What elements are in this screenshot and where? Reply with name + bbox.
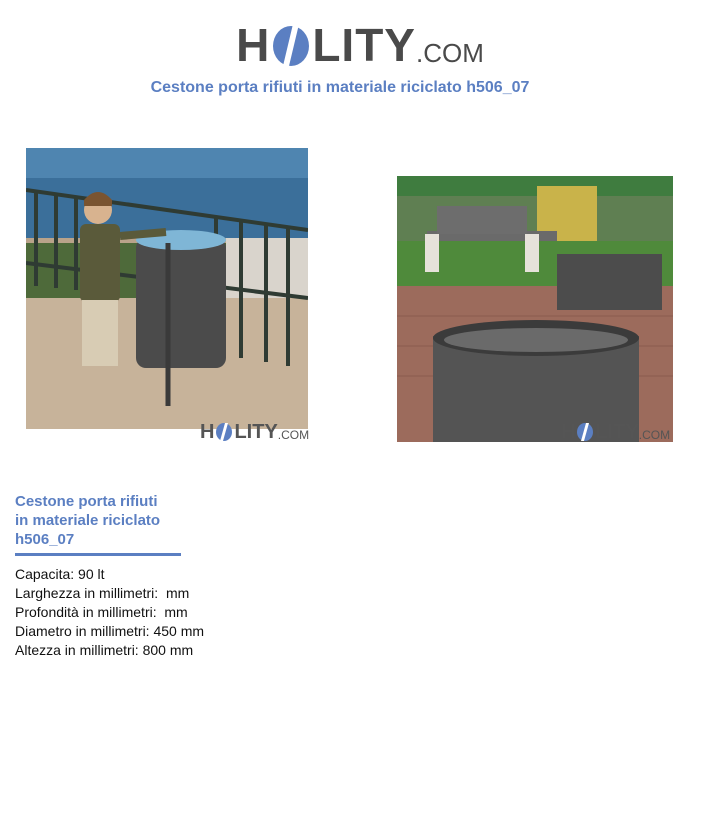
watermark-o-icon — [215, 422, 233, 442]
watermark-com: .COM — [638, 428, 671, 442]
spec-capacity: Capacita: 90 lt — [15, 566, 105, 582]
title-divider — [15, 553, 181, 556]
watermark-com: .COM — [277, 428, 310, 442]
watermark-1 — [200, 422, 309, 442]
child-with-bin-photo — [26, 148, 308, 429]
product-title-line-1: Cestone porta rifiuti — [15, 493, 158, 510]
spec-depth: Profondità in millimetri: mm — [15, 604, 188, 620]
watermark-2 — [561, 422, 670, 442]
page-title: Cestone porta rifiuti in materiale riciclato h506_07 — [150, 79, 530, 96]
bin-in-park-photo — [397, 176, 673, 442]
watermark-letters-lity: LITY — [595, 421, 639, 443]
product-title-line-3: h506_07 — [15, 531, 75, 548]
logo-letters-lity: LITY — [312, 19, 416, 71]
spec-diameter: Diametro in millimetri: 450 mm — [15, 623, 205, 639]
watermark-letter-h: H — [200, 421, 215, 443]
spec-height: Altezza in millimetri: 800 mm — [15, 642, 194, 658]
watermark-letter-h: H — [561, 421, 576, 443]
product-title — [15, 492, 190, 549]
product-specs — [15, 565, 204, 660]
watermark-o-icon — [576, 422, 594, 442]
logo-com: .COM — [416, 38, 484, 68]
logo-letter-h: H — [236, 19, 271, 71]
watermark-letters-lity: LITY — [234, 421, 278, 443]
product-title-line-2: in materiale riciclato — [15, 512, 161, 529]
spec-width: Larghezza in millimetri: mm — [15, 585, 190, 601]
site-logo[interactable] — [0, 10, 720, 71]
logo-o-icon — [271, 22, 311, 68]
